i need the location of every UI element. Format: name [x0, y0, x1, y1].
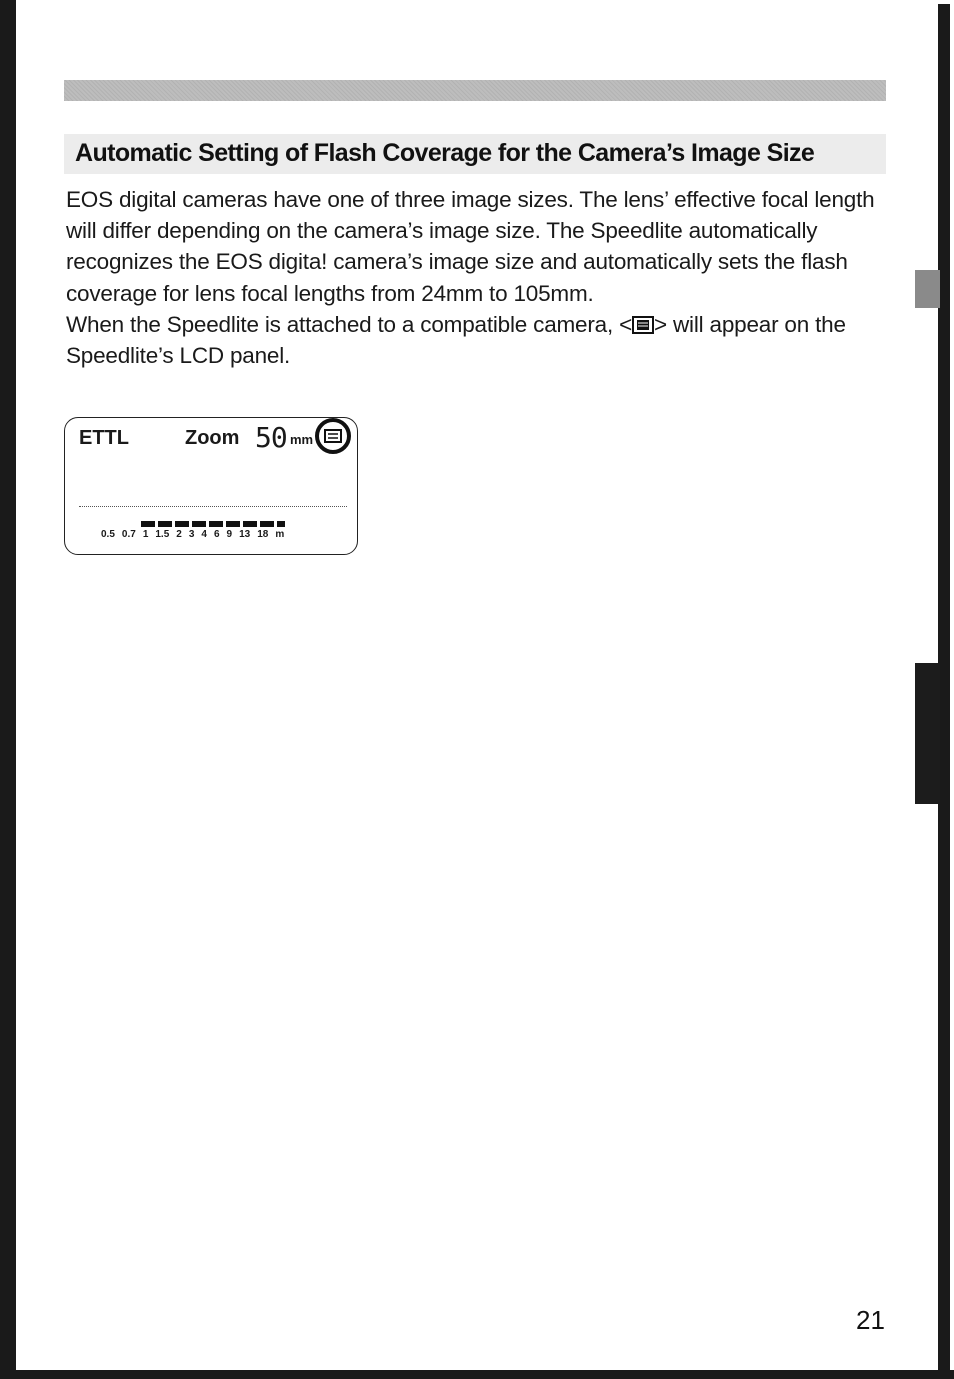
scale-value: 1.5	[155, 529, 170, 540]
scale-value: 0.7	[121, 529, 136, 540]
page-number: 21	[856, 1305, 885, 1335]
scale-value: 0.5	[101, 529, 115, 540]
section-tab-marker	[915, 663, 940, 804]
page-edge-bottom	[0, 1370, 954, 1379]
scale-value: 4	[201, 529, 207, 540]
scale-value: 2	[176, 529, 182, 540]
paragraph-image-size: EOS digital cameras have one of three image sizes. The lens’ effective focal length will differ depending on the camera’s image size. The Speedlite automatically recognizes the EOS digita! camera’s image size and automatically sets the flash coverage for lens focal lengths from 24mm to 105mm.	[66, 187, 875, 306]
scale-value: 6	[213, 529, 220, 540]
lcd-divider	[79, 506, 347, 507]
lcd-zoom-unit: mm	[290, 432, 314, 447]
scale-value: 18	[257, 529, 269, 540]
body-text	[66, 184, 896, 371]
distance-scale	[101, 529, 291, 540]
image-size-indicator-icon	[315, 418, 351, 454]
scale-unit: m	[275, 529, 285, 540]
lcd-mode-label: ETTL	[79, 427, 129, 449]
chapter-tab-marker	[915, 270, 940, 308]
image-size-icon	[632, 311, 654, 329]
distance-bar	[141, 521, 285, 527]
lcd-zoom-label: Zoom	[185, 427, 240, 449]
scale-value: 13	[239, 529, 251, 540]
header-bar	[64, 80, 886, 101]
scale-value: 9	[226, 529, 233, 540]
section-heading: Automatic Setting of Flash Coverage for the Camera’s Image Size	[75, 139, 815, 167]
scale-value: 3	[188, 529, 195, 540]
scale-value: 1	[142, 529, 149, 540]
paragraph-lcd-indicator	[66, 309, 896, 371]
lcd-panel-illustration	[64, 417, 358, 555]
paragraph-part-1: When the Speedlite is attached to a compatible camera, <	[66, 311, 633, 337]
lcd-zoom-value: 50	[255, 421, 287, 454]
page-edge-left	[0, 0, 16, 1379]
paragraph-part-2: > will appear on the Speedlite’s LCD panel.	[66, 311, 846, 369]
